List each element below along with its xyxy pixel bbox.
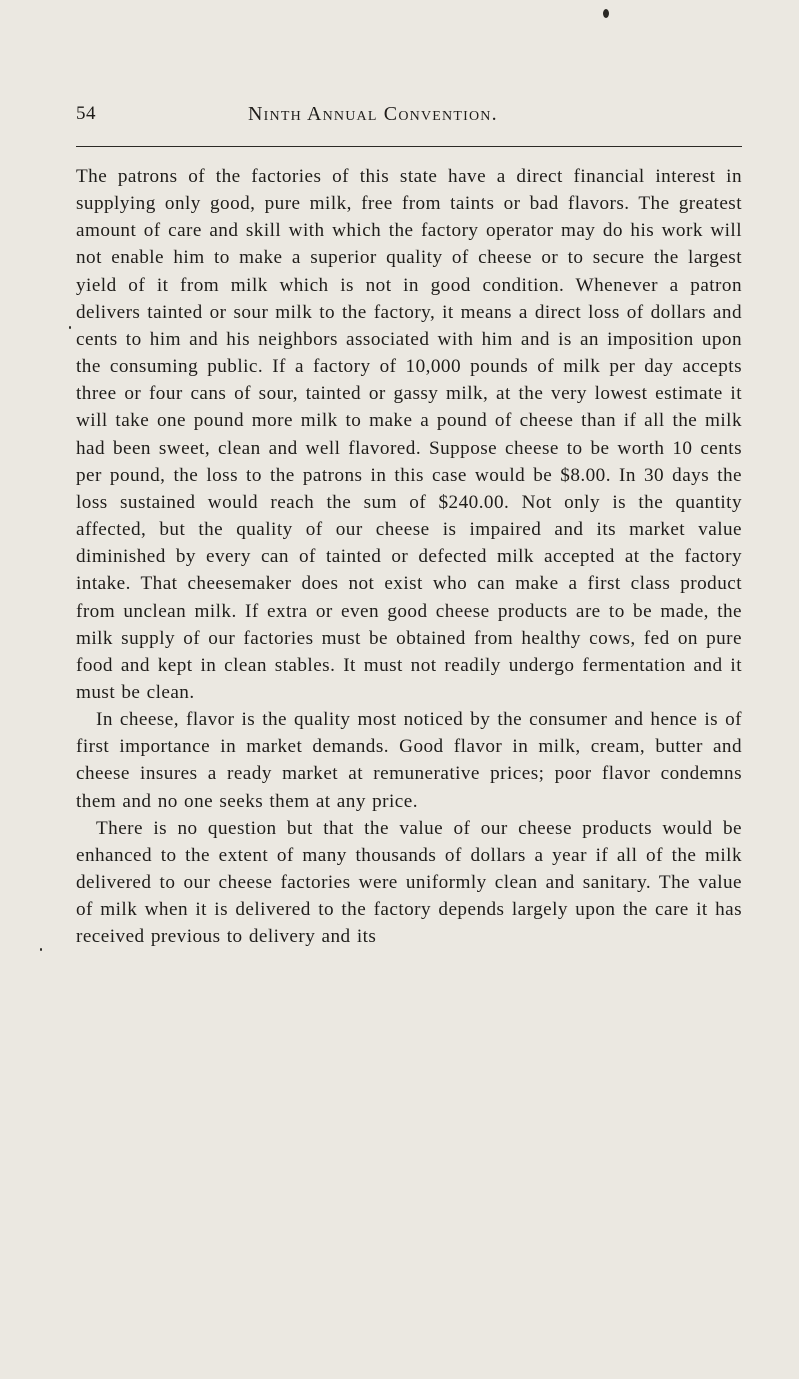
header-rule bbox=[76, 146, 742, 147]
running-head: Ninth Annual Convention. bbox=[248, 103, 498, 125]
paragraph: There is no question but that the value of our cheese products would be enhanced to the extent of many thousands of dollars a year if all of the milk delivered to our cheese factories were uniformly clean and sanitary. The value of milk when it is delivered to the factory depends largely upon the care it has received previous to delivery and its bbox=[76, 817, 742, 948]
ink-speck bbox=[69, 326, 71, 329]
ink-speck bbox=[603, 9, 609, 18]
ink-speck bbox=[40, 948, 42, 951]
paragraph: In cheese, flavor is the quality most noticed by the consumer and hence is of first importance in market demands. Good flavor in milk, cream, butter and cheese insures a ready market at remunerative prices; poor flavor condemns them and no one seeks them at any price. bbox=[76, 709, 742, 812]
body-text bbox=[76, 163, 742, 951]
paragraph: The patrons of the factories of this state have a direct financial interest in supplying only good, pure milk, free from taints or bad flavors. The greatest amount of care and skill with which the factory operator may do his work will not enable him to make a superior quality of cheese or to secure the largest yield of it from milk which is not in good condition. Whenever a patron delivers tainted or sour milk to the factory, it means a direct loss of dollars and cents to him and his neighbors associated with him and is an imposition upon the consuming public. If a factory of 10,000 pounds of milk per day accepts three or four cans of sour, tainted or gassy milk, at the very lowest estimate it will take one pound more milk to make a pound of cheese than if all the milk had been sweet, clean and well flavored. Suppose cheese to be worth 10 cents per pound, the loss to the patrons in this case would be $8.00. In 30 days the loss sustained would reach the sum of $240.00. Not only is the quantity affected, but the quality of our cheese is impaired and its market value diminished by every can of tainted or defected milk accepted at the factory intake. That cheesemaker does not exist who can make a first class product from unclean milk. If extra or even good cheese products are to be made, the milk supply of our factories must be obtained from healthy cows, fed on pure food and kept in clean stables. It must not readily undergo fermentation and it must be clean. bbox=[76, 166, 742, 703]
page-header bbox=[76, 103, 742, 133]
page-number: 54 bbox=[76, 103, 96, 124]
